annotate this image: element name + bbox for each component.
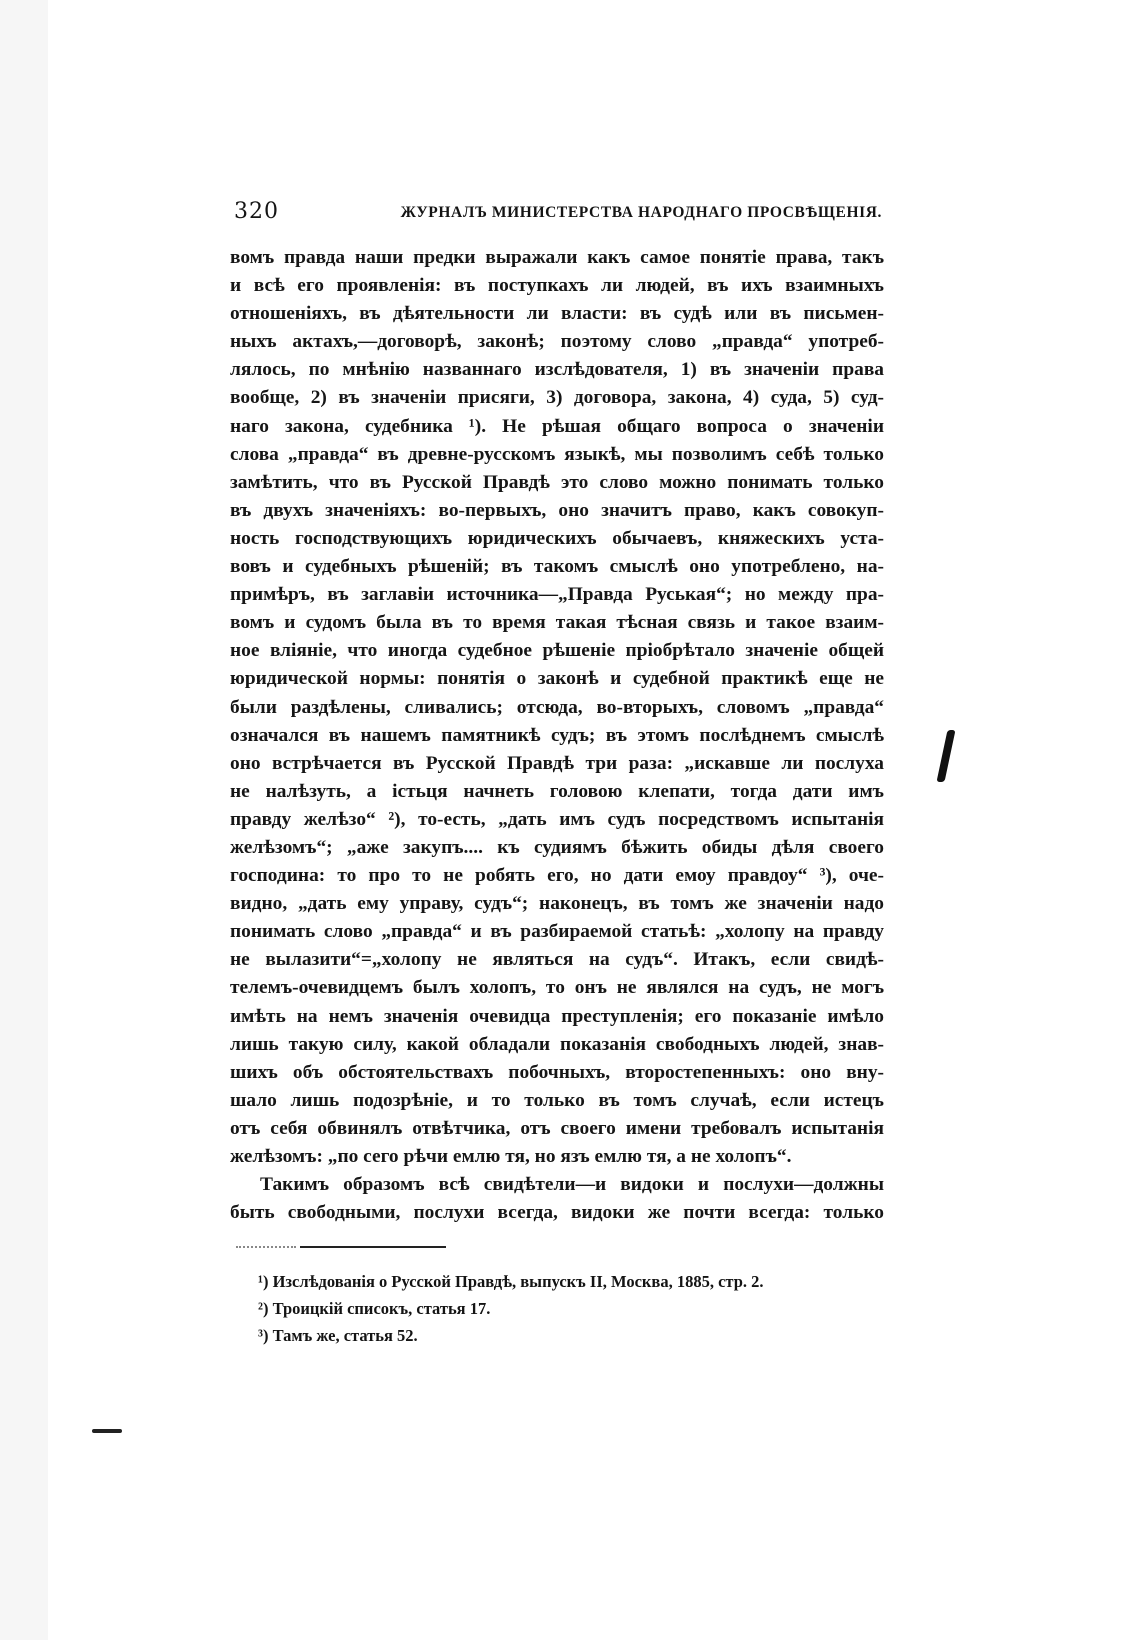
text-line: господина: то про то не робять его, но дати емоу правдоу“ ³), оче- xyxy=(230,865,884,887)
footnote-1: ¹) Изслѣдованія о Русской Правдѣ, выпускъ II, Москва, 1885, стр. 2. xyxy=(258,1272,764,1291)
text-line: ность господствующихъ юридическихъ обычаевъ, княжескихъ уста- xyxy=(230,527,884,549)
text-line: желѣзомъ: „по сего рѣчи емлю тя, но язъ емлю тя, а не холопъ“. xyxy=(230,1146,792,1167)
text-line: ныхъ актахъ,—договорѣ, законѣ; поэтому слово „правда“ употреб- xyxy=(230,331,884,353)
text-line: ное вліяніе, что иногда судебное рѣшеніе пріобрѣтало значеніе общей xyxy=(230,640,884,662)
text-line: телемъ-очевидцемъ былъ холопъ, то онъ не являлся на судъ, не могъ xyxy=(230,977,884,999)
running-header xyxy=(234,199,882,229)
footnotes xyxy=(258,1268,898,1349)
text-line: слова „правда“ въ древне-русскомъ языкѣ, мы позволимъ себѣ только xyxy=(230,443,884,465)
text-line: и всѣ его проявленія: въ поступкахъ ли людей, въ ихъ взаимныхъ xyxy=(230,275,884,297)
text-line: вообще, 2) въ значеніи присяги, 3) договора, закона, 4) суда, 5) суд- xyxy=(230,387,884,409)
paragraph-start-line: Такимъ образомъ всѣ свидѣтели—и видоки и послухи—должны xyxy=(260,1174,884,1196)
text-line: юридической нормы: понятія о законѣ и судебной практикѣ еще не xyxy=(230,668,884,690)
text-line: вомъ и судомъ была въ то время такая тѣсная связь и такое взаим- xyxy=(230,612,884,634)
text-line: шало лишь подозрѣніе, и то только въ томъ случаѣ, если истецъ xyxy=(230,1089,884,1111)
body-text xyxy=(230,244,884,1227)
text-line: быть свободными, послухи всегда, видоки же почти всегда: только xyxy=(230,1202,884,1224)
text-line: видно, „дать ему управу, судъ“; наконецъ, въ томъ же значеніи надо xyxy=(230,893,884,915)
text-line: шихъ объ обстоятельствахъ побочныхъ, второстепенныхъ: оно вну- xyxy=(230,1061,884,1083)
margin-mark xyxy=(92,1429,122,1433)
text-line: имѣть на немъ значенія очевидца преступленія; его показаніе имѣло xyxy=(230,1005,884,1027)
text-line: вовъ и судебныхъ рѣшеній; въ такомъ смыслѣ оно употреблено, на- xyxy=(230,556,884,578)
page-number: 320 xyxy=(234,199,279,224)
text-line: желѣзомъ“; „аже закупъ.... къ судиямъ бѣжить обиды дѣля своего xyxy=(230,836,884,858)
text-line: правду желѣзо“ ²), то-есть, „дать имъ судъ посредствомъ испытанія xyxy=(230,808,884,830)
text-line: означался въ нашемъ памятникѣ судъ; въ этомъ послѣднемъ смыслѣ xyxy=(230,724,884,746)
text-line: оно встрѣчается въ Русской Правдѣ три раза: „искавше ли послуха xyxy=(230,752,884,774)
text-line: не вылазити“=„холопу не являться на судъ“. Итакъ, если свидѣ- xyxy=(230,949,884,971)
footnote-rule xyxy=(300,1246,446,1248)
text-line: были раздѣлены, сливались; отсюда, во-вторыхъ, словомъ „правда“ xyxy=(230,696,884,718)
footnote-rule-dots xyxy=(236,1246,296,1248)
text-line: наго закона, судебника ¹). Не рѣшая общаго вопроса о значеніи xyxy=(230,415,884,437)
text-line: вомъ правда наши предки выражали какъ самое понятіе права, такъ xyxy=(230,247,884,268)
footnote-3: ³) Тамъ же, статья 52. xyxy=(258,1326,418,1345)
text-line: лишь такую силу, какой обладали показанія свободныхъ людей, знав- xyxy=(230,1033,884,1055)
text-line: замѣтить, что въ Русской Правдѣ это слово можно понимать только xyxy=(230,471,884,493)
text-line: примѣръ, въ заглавіи источника—„Правда Руськая“; но между пра- xyxy=(230,584,884,606)
text-line: не налѣзуть, а істьця начнеть головою клепати, тогда дати имъ xyxy=(230,780,884,802)
footnote-2: ²) Троицкій списокъ, статья 17. xyxy=(258,1299,491,1318)
text-line: лялось, по мнѣнію названнаго изслѣдователя, 1) въ значеніи права xyxy=(230,359,884,381)
text-line: понимать слово „правда“ и въ разбираемой статьѣ: „холопу на правду xyxy=(230,921,884,943)
text-line: въ двухъ значеніяхъ: во-первыхъ, оно значитъ право, какъ совокуп- xyxy=(230,499,884,521)
text-line: отношеніяхъ, въ дѣятельности ли власти: въ судѣ или въ письмен- xyxy=(230,303,884,325)
running-title: ЖУРНАЛЪ МИНИСТЕРСТВА НАРОДНАГО ПРОСВѢЩЕНІЯ. xyxy=(400,204,882,221)
text-line: отъ себя обвинялъ отвѣтчика, отъ своего имени требовалъ испытанія xyxy=(230,1117,884,1139)
